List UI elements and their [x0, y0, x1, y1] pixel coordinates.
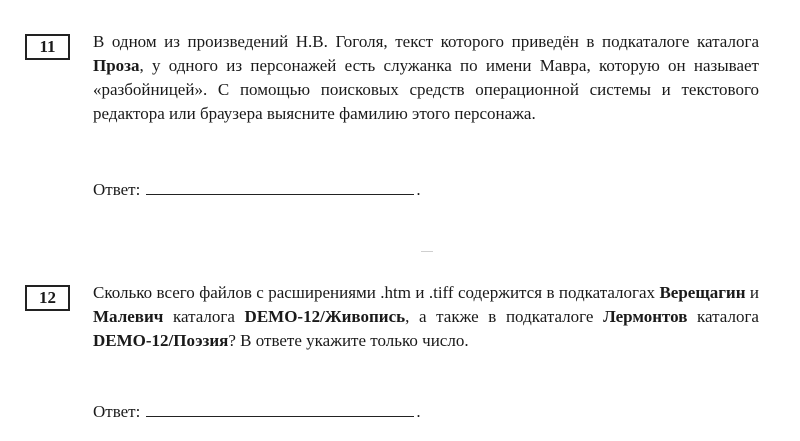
task-number-box: 12 — [25, 285, 70, 311]
answer-row — [93, 400, 421, 422]
text-segment: Сколько всего файлов с расширениями .htm и .tiff содержится в подкаталогах — [93, 283, 660, 302]
answer-blank-line[interactable] — [146, 400, 414, 417]
text-segment: каталога — [163, 307, 245, 326]
text-segment: и — [745, 283, 759, 302]
text-segment: , у одного из персонажей есть служанка по имени Мавра, которую он называет «разбойницей». С помощью поисковых средств операционной системы и текстового редактора или браузера выясните фамилию этого персонажа. — [93, 56, 759, 123]
answer-end-period: . — [416, 402, 421, 421]
text-segment-bold: DEMO-12/Живопись — [244, 307, 406, 326]
answer-label: Ответ: — [93, 180, 141, 199]
answer-row — [93, 178, 421, 200]
text-segment-bold: Верещагин — [659, 283, 746, 302]
text-segment: каталога — [687, 307, 759, 326]
text-segment-bold: DEMO-12/Поэзия — [93, 331, 229, 350]
page-divider-mark — [421, 251, 433, 252]
text-segment: ? В ответе укажите только число. — [228, 331, 469, 350]
task-text — [93, 30, 759, 126]
text-segment-bold: Малевич — [93, 307, 164, 326]
answer-blank-line[interactable] — [146, 178, 414, 195]
text-segment-bold: Проза — [93, 56, 140, 75]
task-number-box: 11 — [25, 34, 70, 60]
task-text — [93, 281, 759, 353]
answer-label: Ответ: — [93, 402, 141, 421]
answer-end-period: . — [416, 180, 421, 199]
text-segment: , а также в подкаталоге — [405, 307, 604, 326]
text-segment: В одном из произведений Н.В. Гоголя, текст которого приведён в подкаталоге каталога — [93, 32, 759, 51]
text-segment-bold: Лермонтов — [603, 307, 688, 326]
